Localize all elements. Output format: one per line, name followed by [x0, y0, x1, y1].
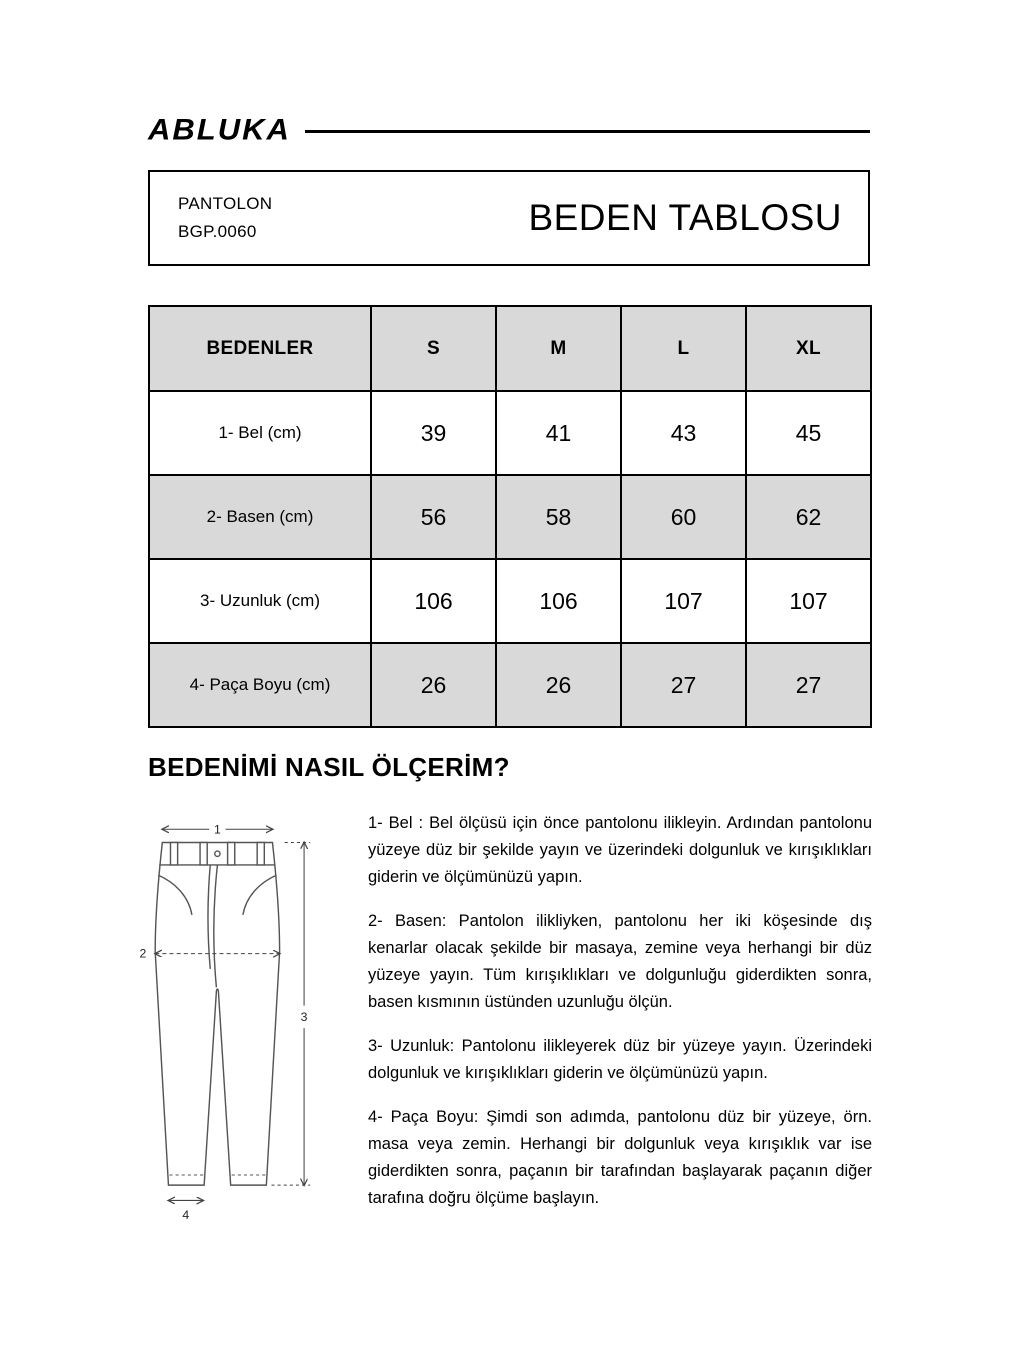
row-label: 2- Basen (cm) — [149, 475, 371, 559]
row-label: 1- Bel (cm) — [149, 391, 371, 475]
pants-measurement-diagram — [95, 810, 353, 1234]
row-label: 3- Uzunluk (cm) — [149, 559, 371, 643]
size-table — [148, 305, 872, 728]
instruction-waist: 1- Bel : Bel ölçüsü için önce pantolonu ilikleyin. Ardından pantolonu yüzeye düz bir şekilde yayın ve üzerindeki dolgunluk ve kırışıklıkları giderin ve ölçümünüzü yapın. — [368, 814, 872, 886]
cell-value: 26 — [371, 643, 496, 727]
table-row-waist — [149, 391, 871, 475]
instruction-hip: 2- Basen: Pantolon ilikliyken, pantolonu her iki köşesinde dış kenarlar olacak şekilde bir masaya, zemine veya herhangi bir düz yüzeye yayın. Tüm kırışıklıkları ve dolgunluğu giderdikten sonra, basen kısmının üstünden uzunluğu ölçün. — [368, 912, 872, 1011]
cell-value: 56 — [371, 475, 496, 559]
column-header-xl: XL — [746, 306, 871, 391]
measure-label-hem: 4 — [182, 1207, 190, 1222]
column-header-l: L — [621, 306, 746, 391]
column-header-m: M — [496, 306, 621, 391]
measure-label-length: 3 — [300, 1009, 308, 1024]
instruction-hem: 4- Paça Boyu: Şimdi son adımda, pantolonu düz bir yüzeye, örn. masa veya zemin. Herhangi bir dolgunluk veya kırışıklık var ise giderdikten sonra, paçanın bir tarafından başlayarak paçanın diğer tarafına doğru ölçüme başlayın. — [368, 1108, 872, 1207]
cell-value: 43 — [621, 391, 746, 475]
cell-value: 41 — [496, 391, 621, 475]
cell-value: 107 — [621, 559, 746, 643]
brand-logo: ABLUKA — [148, 112, 291, 147]
table-row-length — [149, 559, 871, 643]
measure-label-hip: 2 — [139, 946, 147, 961]
how-to-measure-heading: BEDENİMİ NASIL ÖLÇERİM? — [148, 752, 510, 782]
cell-value: 62 — [746, 475, 871, 559]
cell-value: 106 — [496, 559, 621, 643]
cell-value: 106 — [371, 559, 496, 643]
column-header-s: S — [371, 306, 496, 391]
table-row-hem — [149, 643, 871, 727]
header-box — [148, 170, 870, 266]
cell-value: 26 — [496, 643, 621, 727]
instruction-length: 3- Uzunluk: Pantolonu ilikleyerek düz bir yüzeye yayın. Üzerindeki dolgunluk ve kırışıklıkları giderin ve ölçümünüzü yapın. — [368, 1037, 872, 1082]
cell-value: 58 — [496, 475, 621, 559]
product-code: BGP.0060 — [178, 222, 257, 241]
table-header-row — [149, 306, 871, 391]
how-to-section — [95, 810, 872, 1234]
table-row-hip — [149, 475, 871, 559]
measure-label-waist: 1 — [214, 822, 221, 837]
page-title: BEDEN TABLOSU — [528, 197, 842, 238]
logo-divider-line — [305, 130, 870, 133]
column-header-sizes: BEDENLER — [149, 306, 371, 391]
cell-value: 45 — [746, 391, 871, 475]
cell-value: 27 — [621, 643, 746, 727]
cell-value: 27 — [746, 643, 871, 727]
product-type: PANTOLON — [178, 193, 273, 213]
row-label: 4- Paça Boyu (cm) — [149, 643, 371, 727]
cell-value: 60 — [621, 475, 746, 559]
logo-row — [148, 112, 870, 148]
pants-diagram-icon — [95, 816, 350, 1229]
product-meta — [178, 190, 272, 246]
cell-value: 107 — [746, 559, 871, 643]
cell-value: 39 — [371, 391, 496, 475]
measurement-instructions — [368, 810, 872, 1229]
